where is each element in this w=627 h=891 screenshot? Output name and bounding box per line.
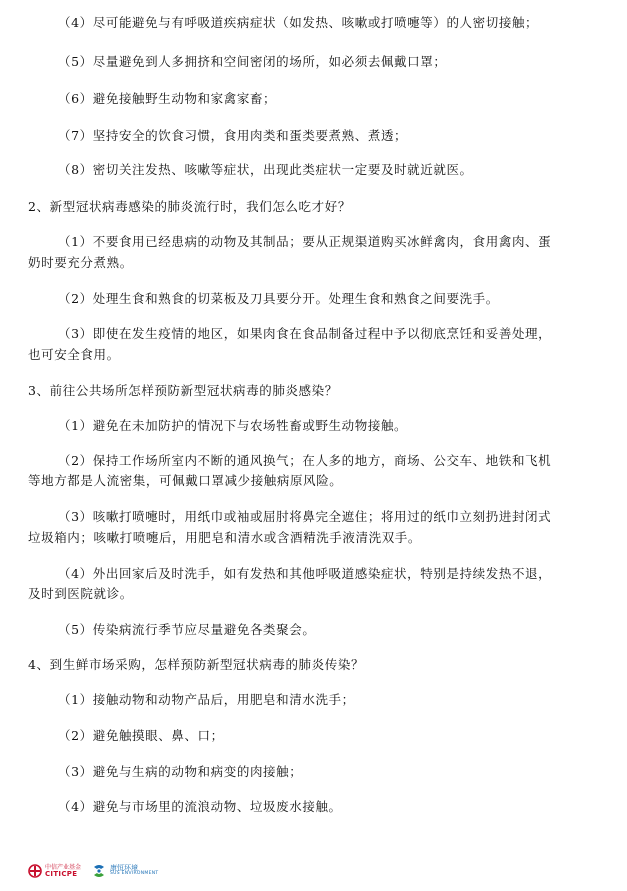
section-heading: 4、到生鲜市场采购，怎样预防新型冠状病毒的肺炎传染？ [28,657,365,672]
list-item: （1）不要食用已经患病的动物及其制品；要从正规渠道购买冰鲜禽肉，食用禽肉、蛋 [58,234,552,249]
list-item: （4）外出回家后及时洗手，如有发热和其他呼吸道感染症状，特别是持续发热不退， [58,566,552,581]
list-item: （6）避免接触野生动物和家禽家畜； [58,91,277,106]
section-heading: 2、新型冠状病毒感染的肺炎流行时，我们怎么吃才好？ [28,199,351,214]
sus-emblem-icon [91,864,107,878]
list-item-continuation: 等地方都是人流密集，可佩戴口罩减少接触病原风险。 [28,473,343,488]
list-item: （2）保持工作场所室内不断的通风换气；在人多的地方，商场、公交车、地铁和飞机 [58,453,552,468]
list-item: （2）处理生食和熟食的切菜板及刀具要分开。处理生食和熟食之间要洗手。 [58,291,499,306]
logo2-en-text: SUS ENVIRONMENT [110,871,159,877]
sus-environment-logo [91,864,158,878]
list-item-continuation: 及时到医院就诊。 [28,586,133,601]
list-item: （4）尽可能避免与有呼吸道疾病症状（如发热、咳嗽或打喷嚏等）的人密切接触； [58,15,539,30]
section-heading: 3、前往公共场所怎样预防新型冠状病毒的肺炎感染？ [28,383,338,398]
list-item: （8）密切关注发热、咳嗽等症状，出现此类症状一定要及时就近就医。 [58,162,473,177]
list-item: （5）尽量避免到人多拥挤和空间密闭的场所，如必须去佩戴口罩； [58,54,447,69]
list-item: （3）咳嗽打喷嚏时，用纸巾或袖或屈肘将鼻完全遮住；将用过的纸巾立刻扔进封闭式 [58,509,552,524]
citicpe-logo [28,864,81,878]
list-item: （1）避免在未加防护的情况下与农场牲畜或野生动物接触。 [58,418,408,433]
list-item: （3）即使在发生疫情的地区，如果肉食在食品制备过程中予以彻底烹饪和妥善处理， [58,326,552,341]
list-item-continuation: 也可安全食用。 [28,347,120,362]
footer-logos [28,860,158,882]
list-item-continuation: 垃圾箱内；咳嗽打喷嚏后，用肥皂和清水或含酒精洗手液清洗双手。 [28,530,422,545]
logo2-cn-text: 康恒环境 [110,864,139,873]
logo1-cn-text: 中信产业基金 [45,863,82,871]
logo1-en-text: CITICPE [45,869,78,878]
citicpe-emblem-icon [28,864,42,878]
list-item: （1）接触动物和动物产品后，用肥皂和清水洗手； [58,692,355,707]
list-item: （3）避免与生病的动物和病变的肉接触； [58,764,303,779]
list-item-continuation: 奶时要充分煮熟。 [28,255,133,270]
list-item: （5）传染病流行季节应尽量避免各类聚会。 [58,622,316,637]
list-item: （7）坚持安全的饮食习惯，食用肉类和蛋类要煮熟、煮透； [58,128,408,143]
list-item: （2）避免触摸眼、鼻、口； [58,728,224,743]
list-item: （4）避免与市场里的流浪动物、垃圾废水接触。 [58,799,342,814]
